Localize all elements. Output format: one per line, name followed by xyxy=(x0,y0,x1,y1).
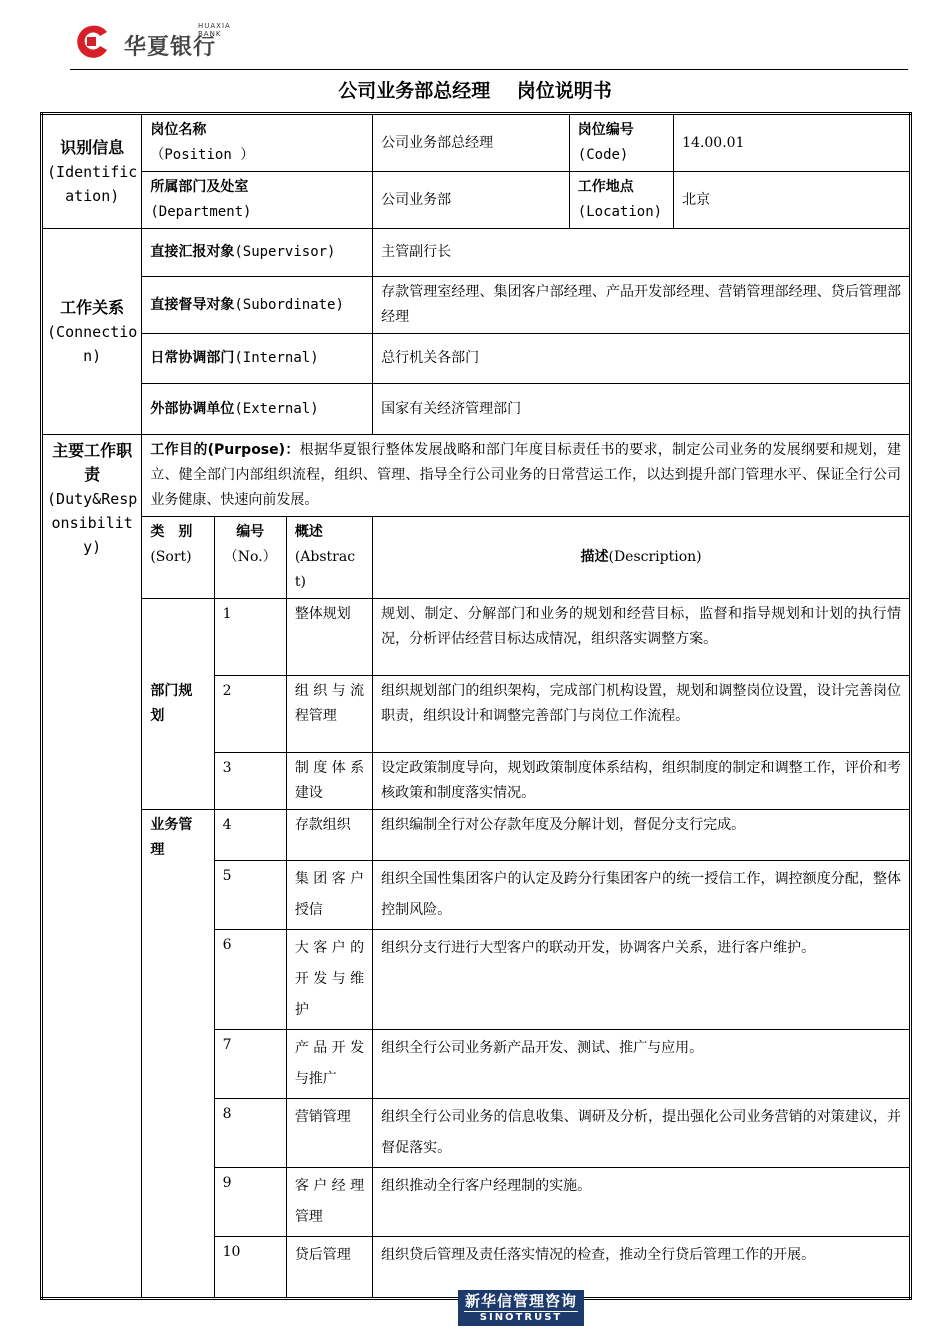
external-value: 国家有关经济管理部门 xyxy=(373,384,911,435)
row-no: 2 xyxy=(214,676,286,753)
supervisor-value: 主管副行长 xyxy=(373,229,911,277)
document-title xyxy=(0,76,950,103)
title-position: 公司业务部总经理 xyxy=(338,80,491,102)
section-identification: 识别信息 (Identification) xyxy=(42,114,142,229)
row-no: 7 xyxy=(214,1030,286,1099)
row-description: 组织全行公司业务的信息收集、调研及分析，提出强化公司业务营销的对策建议，并督促落实。 xyxy=(373,1099,911,1168)
row-description: 组织推动全行客户经理制的实施。 xyxy=(373,1168,911,1237)
department-label: 所属部门及处室 (Department) xyxy=(142,172,373,229)
job-description-table xyxy=(40,112,912,1300)
huaxia-bank-logo xyxy=(70,22,240,64)
row-description: 组织全国性集团客户的认定及跨分行集团客户的统一授信工作，调控额度分配，整体控制风险。 xyxy=(373,861,911,930)
supervisor-label: 直接汇报对象(Supervisor) xyxy=(142,229,373,277)
row-no: 4 xyxy=(214,810,286,861)
internal-label: 日常协调部门(Internal) xyxy=(142,334,373,384)
row-description: 组织贷后管理及责任落实情况的检查，推动全行贷后管理工作的开展。 xyxy=(373,1237,911,1299)
sinotrust-logo-en: SINOTRUST xyxy=(464,1311,578,1324)
location-label: 工作地点 (Location) xyxy=(569,172,673,229)
row-description: 组织规划部门的组织架构，完成部门机构设置，规划和调整岗位设置，设计完善岗位职责，组织设计和调整完善部门与岗位工作流程。 xyxy=(373,676,911,753)
row-abstract: 集团客户授信 xyxy=(286,861,372,930)
row-abstract: 贷后管理 xyxy=(286,1237,372,1299)
row-abstract: 组织与流程管理 xyxy=(286,676,372,753)
row-no: 1 xyxy=(214,599,286,676)
row-description: 组织编制全行对公存款年度及分解计划，督促分支行完成。 xyxy=(373,810,911,861)
external-label: 外部协调单位(External) xyxy=(142,384,373,435)
location-value: 北京 xyxy=(674,172,911,229)
row-description: 组织全行公司业务新产品开发、测试、推广与应用。 xyxy=(373,1030,911,1099)
row-no: 9 xyxy=(214,1168,286,1237)
section-duty: 主要工作职责 (Duty&Responsibility) xyxy=(42,435,142,1299)
row-description: 组织分支行进行大型客户的联动开发，协调客户关系，进行客户维护。 xyxy=(373,930,911,1030)
subordinate-value: 存款管理室经理、集团客户部经理、产品开发部经理、营销管理部经理、贷后管理部经理 xyxy=(373,277,911,334)
subordinate-label: 直接督导对象(Subordinate) xyxy=(142,277,373,334)
bank-emblem-icon xyxy=(70,24,112,60)
header-rule xyxy=(70,69,908,70)
row-abstract: 产品开发与推广 xyxy=(286,1030,372,1099)
col-header-abstract: 概述 (Abstract) xyxy=(286,517,372,599)
category-business: 业务管理 xyxy=(142,810,214,1299)
bank-name-en: HUAXIA BANK xyxy=(198,22,231,38)
row-abstract: 存款组织 xyxy=(286,810,372,861)
row-description: 规划、制定、分解部门和业务的规划和经营目标，监督和指导规划和计划的执行情况，分析评估经营目标达成情况，组织落实调整方案。 xyxy=(373,599,911,676)
row-abstract: 营销管理 xyxy=(286,1099,372,1168)
title-doc-type: 岗位说明书 xyxy=(516,80,612,102)
row-no: 5 xyxy=(214,861,286,930)
department-value: 公司业务部 xyxy=(373,172,570,229)
row-no: 10 xyxy=(214,1237,286,1299)
purpose-label: 工作目的(Purpose)： xyxy=(150,442,300,458)
row-abstract: 大客户的开发与维护 xyxy=(286,930,372,1030)
table-row xyxy=(42,599,911,676)
purpose-cell xyxy=(142,435,911,517)
row-abstract: 客户经理管理 xyxy=(286,1168,372,1237)
position-label: 岗位名称 （Position ） xyxy=(142,114,373,172)
sinotrust-logo xyxy=(458,1290,584,1326)
table-row xyxy=(42,810,911,861)
row-description: 设定政策制度导向，规划政策制度体系结构，组织制度的制定和调整工作，评价和考核政策和制度落实情况。 xyxy=(373,753,911,810)
row-no: 8 xyxy=(214,1099,286,1168)
row-abstract: 整体规划 xyxy=(286,599,372,676)
code-label: 岗位编号 (Code) xyxy=(569,114,673,172)
col-header-description: 描述(Description) xyxy=(373,517,911,599)
row-no: 6 xyxy=(214,930,286,1030)
bank-name-cn: 华夏银行 xyxy=(124,35,217,60)
sinotrust-logo-cn: 新华信管理咨询 xyxy=(464,1292,577,1310)
row-abstract: 制度体系建设 xyxy=(286,753,372,810)
purpose-text: 根据华夏银行整体发展战略和部门年度目标责任书的要求，制定公司业务的发展纲要和规划，建立、健全部门内部组织流程，组织、管理、指导全行公司业务的日常营运工作，以达到提升部门管理水平、保证全行公司业务健康、快速向前发展。 xyxy=(150,442,901,508)
category-planning: 部门规划 xyxy=(142,599,214,810)
internal-value: 总行机关各部门 xyxy=(373,334,911,384)
section-connection: 工作关系 (Connection) xyxy=(42,229,142,435)
row-no: 3 xyxy=(214,753,286,810)
col-header-no: 编号 （No.） xyxy=(214,517,286,599)
position-value: 公司业务部总经理 xyxy=(373,114,570,172)
code-value: 14.00.01 xyxy=(674,114,911,172)
col-header-sort: 类 别 (Sort) xyxy=(142,517,214,599)
